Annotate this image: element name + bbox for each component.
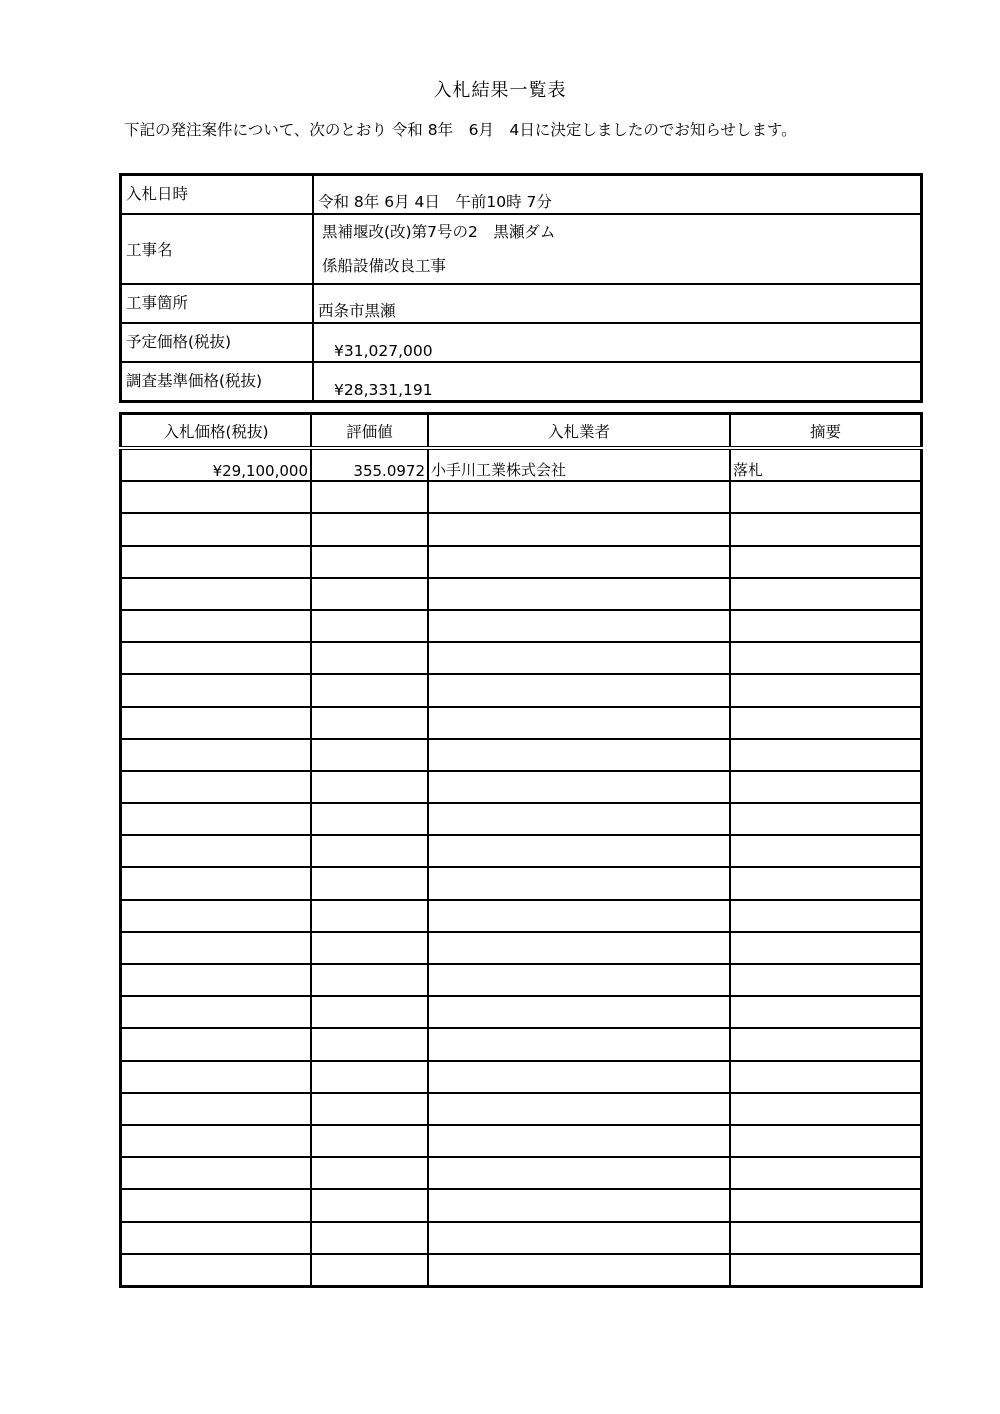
table-row (121, 803, 922, 835)
evaluation-cell (311, 996, 428, 1028)
table-row (121, 932, 922, 964)
bid-results-table (119, 412, 923, 1288)
name-line-1: 黒補堰改(改)第7号の2 黒瀬ダム (322, 223, 556, 241)
remarks-cell (730, 513, 922, 545)
bidder-cell (428, 739, 730, 771)
evaluation-cell (311, 1157, 428, 1189)
remarks-cell (730, 803, 922, 835)
table-row (121, 707, 922, 739)
bid-price-cell (121, 835, 312, 867)
table-row (121, 1093, 922, 1125)
table-row (121, 674, 922, 706)
table-row (121, 900, 922, 932)
evaluation-cell (311, 707, 428, 739)
bidder-cell (428, 707, 730, 739)
info-row-planned-price (121, 323, 922, 362)
info-row-name (121, 214, 922, 284)
remarks-cell (730, 900, 922, 932)
bid-price-cell (121, 1093, 312, 1125)
table-row (121, 739, 922, 771)
bid-price-cell (121, 932, 312, 964)
bidder-cell (428, 1254, 730, 1287)
evaluation-cell (311, 964, 428, 996)
bidder-cell (428, 1061, 730, 1093)
remarks-cell (730, 1254, 922, 1287)
bidder-cell (428, 932, 730, 964)
bidder-cell (428, 1222, 730, 1254)
remarks-cell (730, 867, 922, 899)
bid-header-row (121, 414, 922, 449)
remarks-cell (730, 1093, 922, 1125)
bid-price-cell (121, 610, 312, 642)
table-row (121, 578, 922, 610)
bid-price-cell (121, 1189, 312, 1221)
table-row (121, 835, 922, 867)
remarks-cell (730, 546, 922, 578)
table-row (121, 481, 922, 513)
bid-price-cell (121, 1157, 312, 1189)
info-row-date (121, 175, 922, 215)
bidder-cell (428, 578, 730, 610)
remarks-cell (730, 964, 922, 996)
bid-rows (121, 448, 922, 1286)
table-row (121, 1061, 922, 1093)
remarks-cell (730, 642, 922, 674)
bid-price-cell (121, 1222, 312, 1254)
remarks-cell (730, 1061, 922, 1093)
base-price-value: ¥28,331,191 (334, 381, 433, 399)
bid-price-cell (121, 513, 312, 545)
bidder-cell (428, 1028, 730, 1060)
table-row (121, 996, 922, 1028)
remarks-cell (730, 578, 922, 610)
remarks-cell (730, 610, 922, 642)
bidder-cell (428, 1157, 730, 1189)
notice-text: 下記の発注案件について、次のとおり 令和 8年 6月 4日に決定しましたのでお知らせします。 (124, 121, 797, 139)
remarks-cell (730, 674, 922, 706)
bid-price-cell (121, 900, 312, 932)
header-evaluation: 評価値 (311, 414, 428, 449)
bidder-cell (428, 674, 730, 706)
bidder-cell (428, 964, 730, 996)
remarks-cell (730, 771, 922, 803)
remarks-cell (730, 707, 922, 739)
bidder-cell (428, 771, 730, 803)
bidder-cell (428, 1189, 730, 1221)
bid-price-cell (121, 867, 312, 899)
evaluation-cell (311, 1028, 428, 1060)
bidder-cell (428, 513, 730, 545)
evaluation-cell (311, 481, 428, 513)
evaluation-cell (311, 803, 428, 835)
bid-price-cell (121, 707, 312, 739)
bid-price-cell (121, 803, 312, 835)
header-bidder: 入札業者 (428, 414, 730, 449)
table-row (121, 1125, 922, 1157)
evaluation-cell (311, 610, 428, 642)
bidder-cell (428, 1093, 730, 1125)
planned-price-label: 予定価格(税抜) (121, 323, 314, 362)
planned-price-cell (313, 323, 922, 362)
table-row (121, 1254, 922, 1287)
evaluation-cell (311, 546, 428, 578)
evaluation-cell (311, 932, 428, 964)
remarks-cell (730, 1189, 922, 1221)
base-price-label: 調査基準価格(税抜) (121, 362, 314, 402)
evaluation-cell (311, 642, 428, 674)
bid-price-cell (121, 642, 312, 674)
bid-price-cell (121, 771, 312, 803)
date-value: 令和 8年 6月 4日 午前10時 7分 (313, 175, 922, 215)
remarks-cell (730, 739, 922, 771)
bid-price-cell (121, 1028, 312, 1060)
header-bid-price: 入札価格(税抜) (121, 414, 312, 449)
contract-info-table (119, 173, 923, 403)
bidder-cell (428, 642, 730, 674)
name-line-2: 係船設備改良工事 (322, 257, 447, 275)
bidder-cell (428, 610, 730, 642)
bid-price-cell: ¥29,100,000 (121, 448, 312, 481)
table-row (121, 642, 922, 674)
place-value: 西条市黒瀬 (313, 284, 922, 323)
remarks-cell (730, 1028, 922, 1060)
evaluation-cell (311, 900, 428, 932)
bidder-cell (428, 546, 730, 578)
bidder-cell: 小手川工業株式会社 (428, 448, 730, 481)
bidder-cell (428, 900, 730, 932)
table-row (121, 513, 922, 545)
evaluation-cell (311, 771, 428, 803)
evaluation-cell (311, 1061, 428, 1093)
bid-price-cell (121, 578, 312, 610)
base-price-cell (313, 362, 922, 402)
evaluation-cell: 355.0972 (311, 448, 428, 481)
info-row-base-price (121, 362, 922, 402)
date-label: 入札日時 (121, 175, 314, 215)
table-row (121, 1189, 922, 1221)
bid-price-cell (121, 1254, 312, 1287)
bid-price-cell (121, 996, 312, 1028)
bid-price-cell (121, 481, 312, 513)
evaluation-cell (311, 835, 428, 867)
remarks-cell (730, 835, 922, 867)
evaluation-cell (311, 513, 428, 545)
bidder-cell (428, 803, 730, 835)
remarks-cell (730, 932, 922, 964)
evaluation-cell (311, 578, 428, 610)
name-value (313, 214, 922, 284)
bid-price-cell (121, 1125, 312, 1157)
table-row (121, 1157, 922, 1189)
evaluation-cell (311, 1093, 428, 1125)
evaluation-cell (311, 1254, 428, 1287)
bid-price-cell (121, 546, 312, 578)
table-row (121, 1222, 922, 1254)
table-row (121, 610, 922, 642)
bid-price-cell (121, 739, 312, 771)
info-row-place (121, 284, 922, 323)
table-row (121, 1028, 922, 1060)
evaluation-cell (311, 739, 428, 771)
bidder-cell (428, 835, 730, 867)
table-row (121, 867, 922, 899)
remarks-cell (730, 1125, 922, 1157)
name-label: 工事名 (121, 214, 314, 284)
table-row (121, 964, 922, 996)
remarks-cell (730, 481, 922, 513)
remarks-cell: 落札 (730, 448, 922, 481)
bid-price-cell (121, 674, 312, 706)
remarks-cell (730, 996, 922, 1028)
evaluation-cell (311, 867, 428, 899)
bidder-cell (428, 481, 730, 513)
bidder-cell (428, 996, 730, 1028)
evaluation-cell (311, 1125, 428, 1157)
bidder-cell (428, 1125, 730, 1157)
evaluation-cell (311, 674, 428, 706)
evaluation-cell (311, 1222, 428, 1254)
header-remarks: 摘要 (730, 414, 922, 449)
table-row (121, 448, 922, 481)
planned-price-value: ¥31,027,000 (334, 342, 433, 360)
table-row (121, 546, 922, 578)
evaluation-cell (311, 1189, 428, 1221)
bidder-cell (428, 867, 730, 899)
bid-price-cell (121, 964, 312, 996)
place-label: 工事箇所 (121, 284, 314, 323)
page-title: 入札結果一覧表 (433, 80, 567, 101)
bid-price-cell (121, 1061, 312, 1093)
table-row (121, 771, 922, 803)
remarks-cell (730, 1157, 922, 1189)
remarks-cell (730, 1222, 922, 1254)
